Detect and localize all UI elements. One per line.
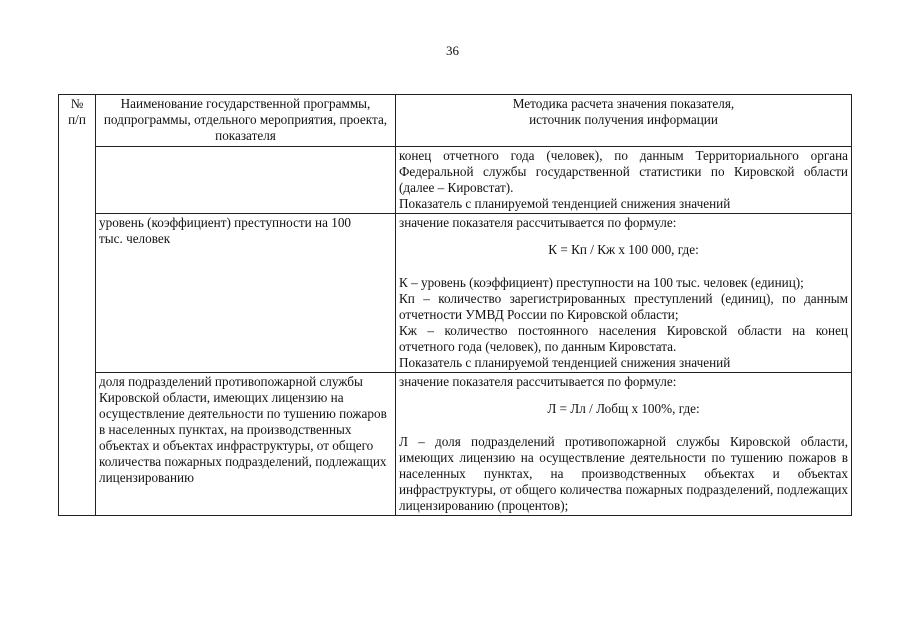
method-text: Показатель с планируемой тенденцией снижения значений: [399, 196, 731, 211]
method-text: К – уровень (коэффициент) преступности на 100 тыс. человек (единиц);: [399, 275, 804, 290]
table-header-row: [59, 95, 852, 147]
row-name-cell: [96, 373, 396, 516]
row-name-cell: [96, 147, 396, 214]
page-number: 36: [446, 43, 459, 58]
table-row: [59, 214, 852, 373]
row-name: доля подразделений противопожарной службы Кировской области, имеющих лицензию на осуществление деятельности по тушению пожаров в населенных пунктах, на производственных объектах и объектах инфраструктуры, от общего количества пожарных подразделений, подлежащих лицензированию: [99, 374, 387, 485]
method-intro: значение показателя рассчитывается по формуле:: [399, 215, 677, 230]
formula: Л = Лл / Лобщ х 100%, где:: [547, 401, 700, 416]
row-name: уровень (коэффициент) преступности на 100 тыс. человек: [99, 215, 352, 246]
formula: К = Кп / Кж х 100 000, где:: [548, 242, 699, 257]
header-method: Методика расчета значения показателя, источник получения информации: [512, 96, 735, 127]
header-name: Наименование государственной программы, подпрограммы, отдельного мероприятия, проекта, показателя: [103, 96, 388, 143]
header-number: № п/п: [68, 96, 86, 127]
method-text: Кж – количество постоянного населения Кировской области на конец отчетного года (человек), по данным Кировстата.: [399, 323, 848, 354]
indicator-table: [58, 94, 852, 516]
row-method-cell: [396, 147, 852, 214]
header-method-cell: [396, 95, 852, 147]
row-method-cell: [396, 214, 852, 373]
table-row: [59, 373, 852, 516]
table-row: [59, 147, 852, 214]
method-text: конец отчетного года (человек), по данным Территориального органа Федеральной службы государственной статистики по Кировской области (далее – Кировстат).: [399, 148, 848, 195]
row-name-cell: [96, 214, 396, 373]
header-name-cell: [96, 95, 396, 147]
method-text: Кп – количество зарегистрированных преступлений (единиц), по данным отчетности УМВД России по Кировской области;: [399, 291, 848, 322]
header-number-cell: [59, 95, 96, 516]
method-text: Л – доля подразделений противопожарной службы Кировской области, имеющих лицензию на осуществление деятельности по тушению пожаров в населенных пунктах, на производственных объектах и объектах инфраструктуры, от общего количества пожарных подразделений, подлежащих лицензированию (процентов);: [399, 434, 848, 513]
method-text: Показатель с планируемой тенденцией снижения значений: [399, 355, 731, 370]
row-method-cell: [396, 373, 852, 516]
method-intro: значение показателя рассчитывается по формуле:: [399, 374, 677, 389]
